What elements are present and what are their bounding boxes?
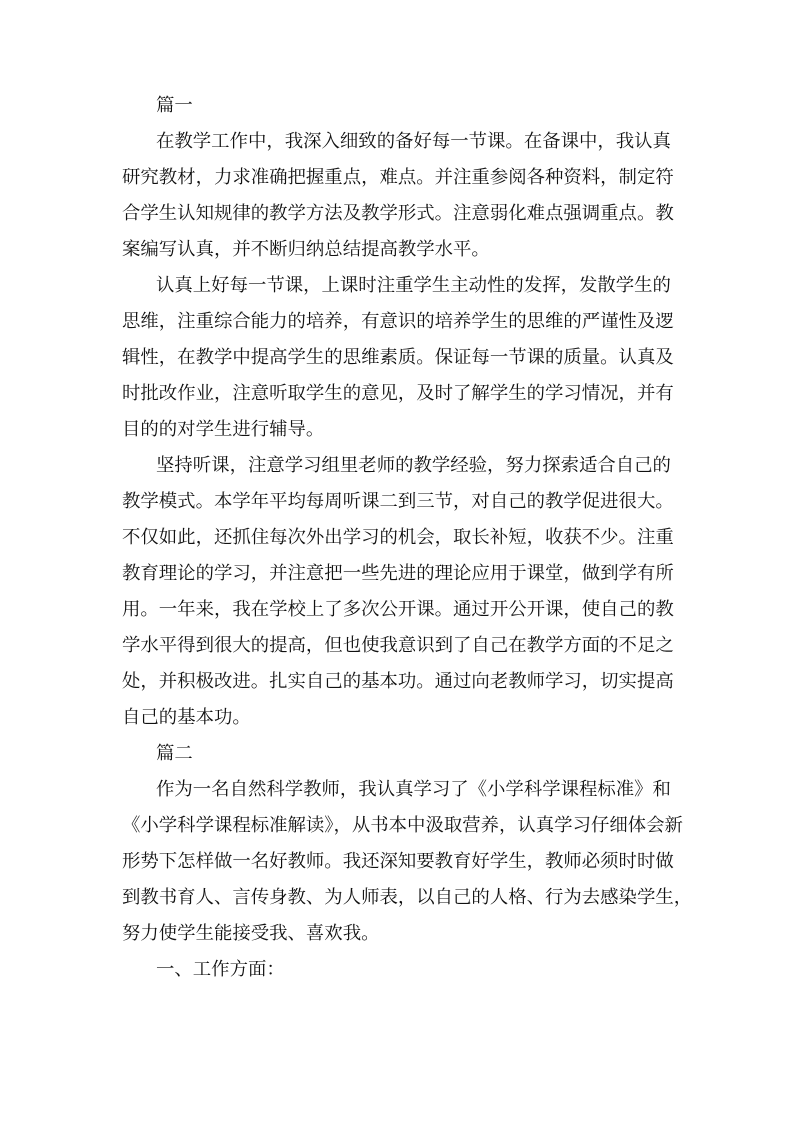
paragraph-line: 到教书育人、言传身教、为人师表，以自己的人格、行为去感染学生， [122,887,693,908]
paragraph-line: 不仅如此，还抓住每次外出学习的机会，取长补短，收获不少。注重 [122,527,674,548]
subheading-work: 一、工作方面： [156,959,285,980]
paragraph-line: 作为一名自然科学教师，我认真学习了《小学科学课程标准》和 [156,779,671,800]
paragraph-line: 形势下怎样做一名好教师。我还深知要教育好学生，教师必须时时做 [122,851,674,872]
paragraph-line: 时批改作业，注意听取学生的意见，及时了解学生的学习情况，并有 [122,383,674,404]
section-heading-2: 篇二 [156,743,193,764]
paragraph-3 [122,448,682,736]
paragraph-1 [122,124,682,268]
paragraph-line: 《小学科学课程标准解读》，从书本中汲取营养，认真学习仔细体会新 [122,815,683,836]
paragraph-line: 合学生认知规律的教学方法及教学形式。注意弱化难点强调重点。教 [122,203,674,224]
document-body [122,88,693,988]
paragraph-line: 认真上好每一节课，上课时注重学生主动性的发挥，发散学生的 [156,275,671,296]
paragraph-line: 目的的对学生进行辅导。 [122,419,325,440]
paragraph-line: 研究教材，力求准确把握重点，难点。并注重参阅各种资料，制定符 [122,167,674,188]
paragraph-line: 案编写认真，并不断归纳总结提高教学水平。 [122,239,490,260]
paragraph-line: 辑性，在教学中提高学生的思维素质。保证每一节课的质量。认真及 [122,347,674,368]
paragraph-2 [122,268,682,448]
paragraph-line: 自己的基本功。 [122,707,251,728]
paragraph-line: 思维，注重综合能力的培养，有意识的培养学生的思维的严谨性及逻 [122,311,674,332]
paragraph-line: 用。一年来，我在学校上了多次公开课。通过开公开课，使自己的教 [122,599,674,620]
paragraph-line: 教育理论的学习，并注意把一些先进的理论应用于课堂，做到学有所 [122,563,674,584]
paragraph-line: 学水平得到很大的提高，但也使我意识到了自己在教学方面的不足之 [122,635,674,656]
paragraph-line: 教学模式。本学年平均每周听课二到三节，对自己的教学促进很大。 [122,491,674,512]
paragraph-line: 处，并积极改进。扎实自己的基本功。通过向老教师学习，切实提高 [122,671,674,692]
paragraph-line: 努力使学生能接受我、喜欢我。 [122,923,380,944]
section-heading-1: 篇一 [156,95,193,116]
paragraph-4 [122,772,693,952]
paragraph-line: 在教学工作中，我深入细致的备好每一节课。在备课中，我认真 [156,131,671,152]
paragraph-line: 坚持听课，注意学习组里老师的教学经验，努力探索适合自己的 [156,455,671,476]
